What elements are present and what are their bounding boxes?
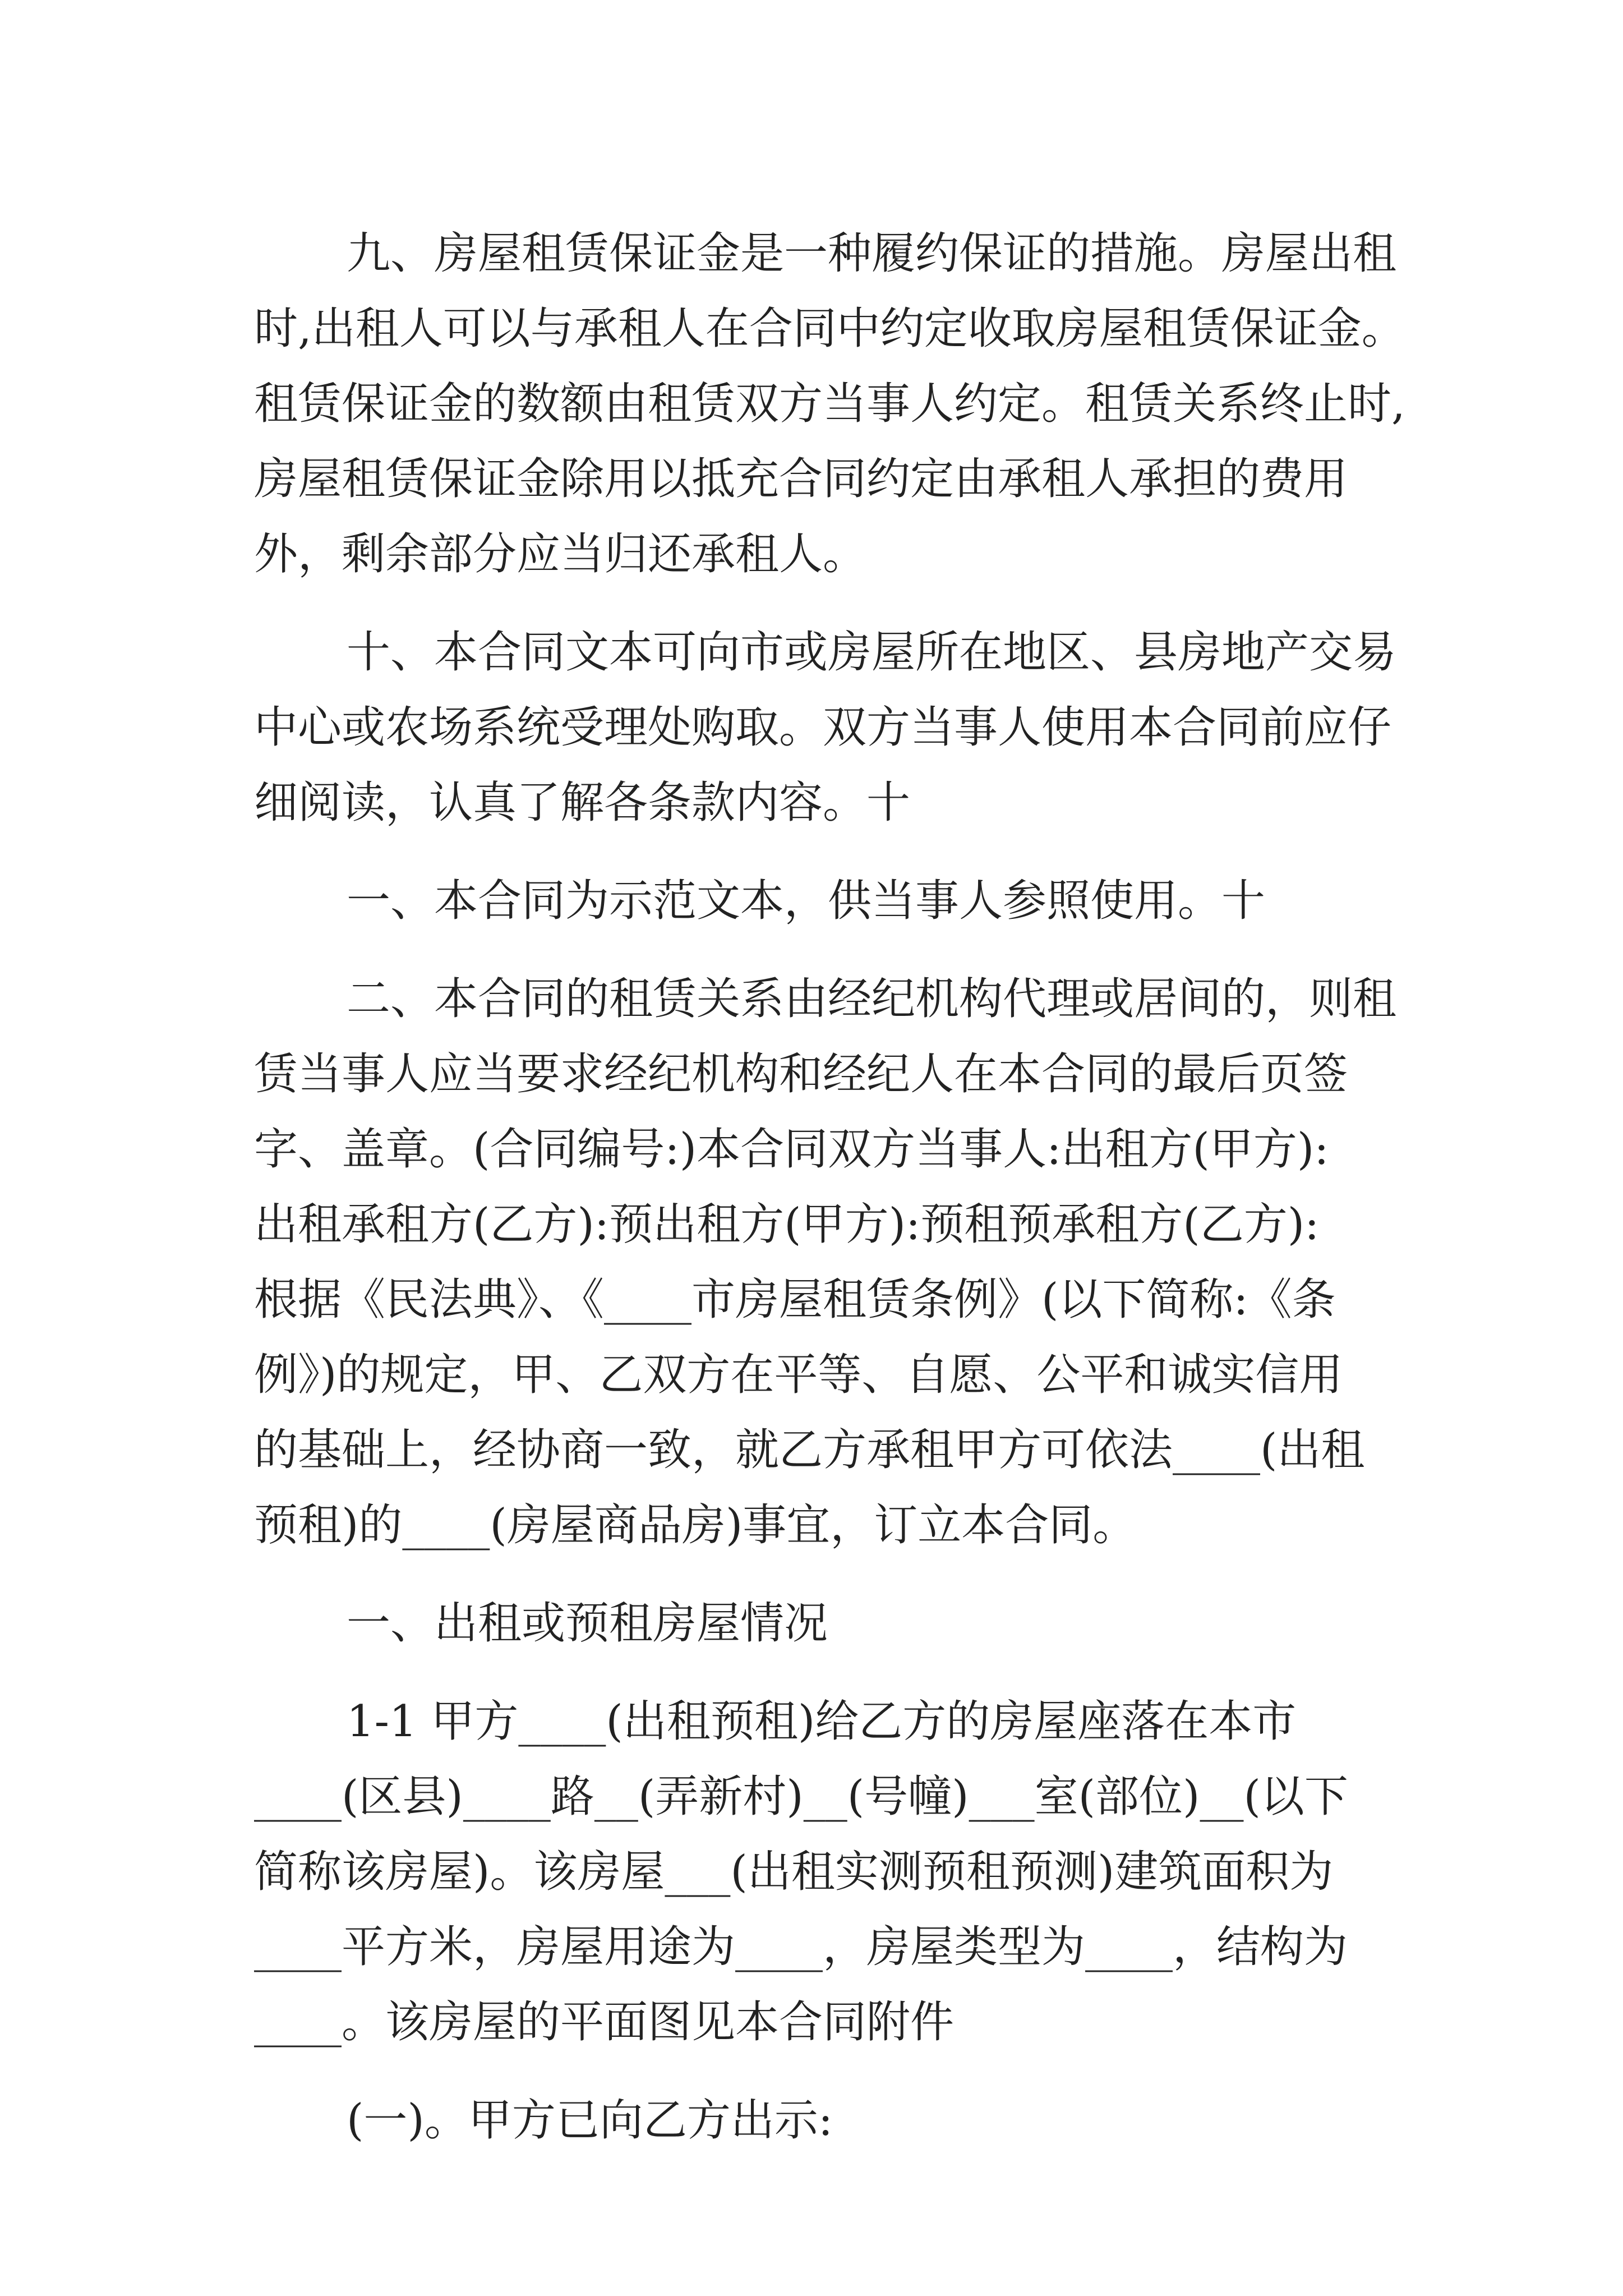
text-line: 中心或农场系统受理处购取。双方当事人使用本合同前应仔 xyxy=(254,702,1392,753)
text-line: ____(区县)____路__(弄新村)__(号幢)___室(部位)__(以下 xyxy=(254,1772,1348,1822)
paragraph-deposit xyxy=(254,216,1432,592)
text-line: (一)。甲方已向乙方出示: xyxy=(347,2095,833,2146)
text-line: 房屋租赁保证金除用以抵充合同约定由承租人承担的费用 xyxy=(254,454,1348,504)
text-line: 细阅读，认真了解各条款内容。十 xyxy=(254,777,911,828)
text-line: 十、本合同文本可向市或房屋所在地区、县房地产交易 xyxy=(347,627,1397,678)
text-line: 预租)的____(房屋商品房)事宜，订立本合同。 xyxy=(254,1500,1137,1550)
text-line: 一、出租或预租房屋情况 xyxy=(347,1598,828,1649)
paragraph-agency-and-parties xyxy=(254,961,1432,1563)
text-line: ____。该房屋的平面图见本合同附件 xyxy=(254,1997,955,2047)
text-line: 赁当事人应当要求经纪机构和经纪人在本合同的最后页签 xyxy=(254,1049,1348,1099)
text-line: ____平方米，房屋用途为____，房屋类型为____，结构为 xyxy=(254,1922,1348,1972)
text-line: 租赁保证金的数额由租赁双方当事人约定。租赁关系终止时, xyxy=(254,379,1405,429)
text-line: 例》)的规定，甲、乙双方在平等、自愿、公平和诚实信用 xyxy=(254,1350,1343,1400)
text-line: 二、本合同的租赁关系由经纪机构代理或居间的，则租 xyxy=(347,974,1397,1024)
text-line: 1-1 甲方____(出租预租)给乙方的房屋座落在本市 xyxy=(347,1696,1297,1747)
text-line: 时,出租人可以与承租人在合同中约定收取房屋租赁保证金。 xyxy=(254,303,1405,354)
paragraph-model-text xyxy=(254,863,1432,938)
document-body xyxy=(254,216,1432,2181)
section-heading xyxy=(254,1586,1432,1661)
text-line: 九、房屋租赁保证金是一种履约保证的措施。房屋出租 xyxy=(347,228,1397,279)
text-line: 出租承租方(乙方):预出租方(甲方):预租预承租方(乙方): xyxy=(254,1199,1320,1250)
text-line: 根据《民法典》、《____市房屋租赁条例》(以下简称:《条 xyxy=(254,1274,1336,1325)
text-line: 外，剩余部分应当归还承租人。 xyxy=(254,529,867,579)
paragraph-attachment-note xyxy=(254,2083,1432,2158)
text-line: 的基础上，经协商一致，就乙方承租甲方可依法____(出租 xyxy=(254,1425,1365,1475)
text-line: 简称该房屋)。该房屋___(出租实测预租预测)建筑面积为 xyxy=(254,1847,1334,1897)
text-line: 字、盖章。(合同编号:)本合同双方当事人:出租方(甲方): xyxy=(254,1124,1329,1175)
paragraph-contract-text-source xyxy=(254,615,1432,840)
text-line: 一、本合同为示范文本，供当事人参照使用。十 xyxy=(347,876,1266,926)
paragraph-clause-1-1 xyxy=(254,1684,1432,2060)
